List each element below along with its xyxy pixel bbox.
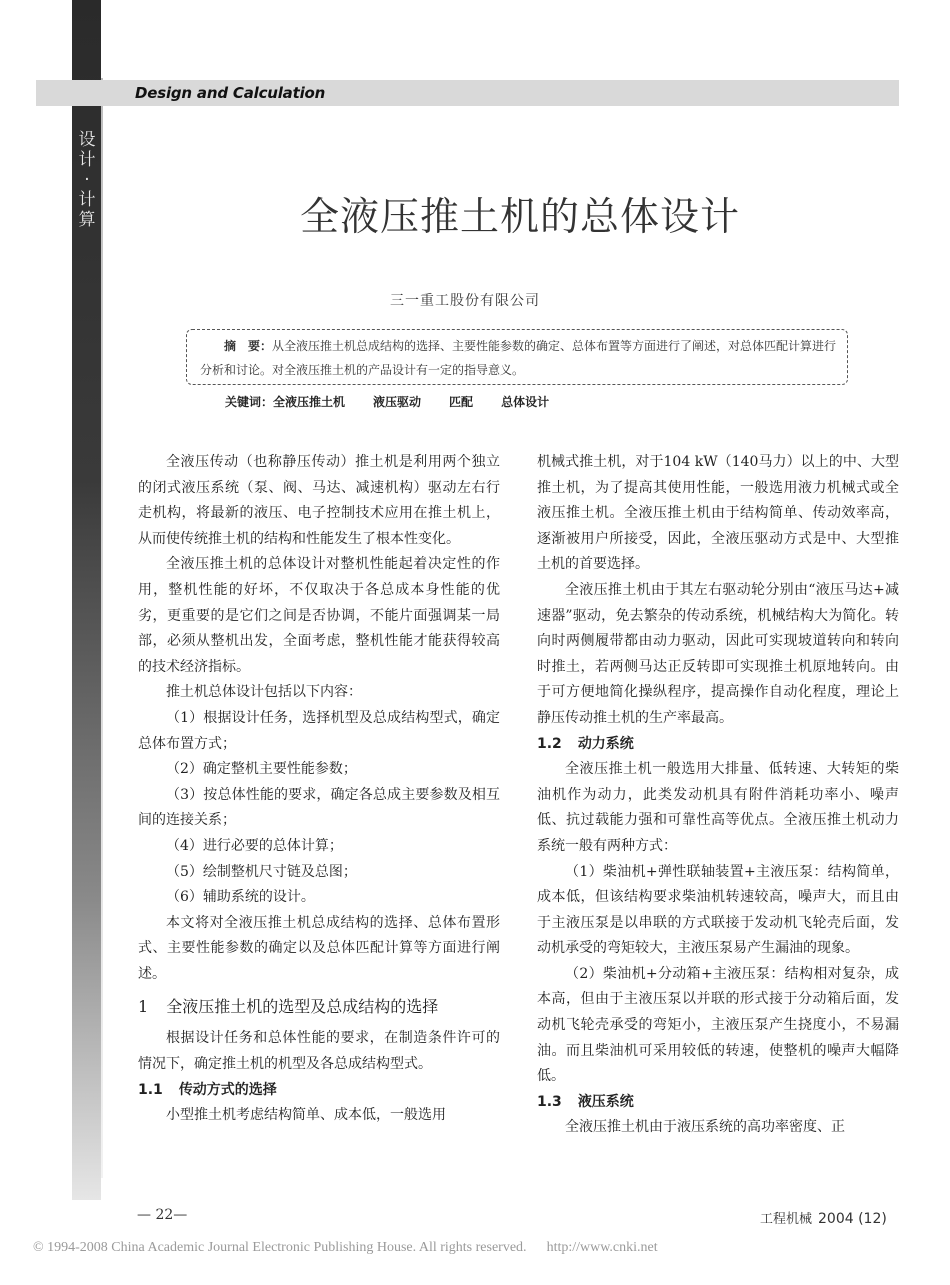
- right-column: [537, 450, 899, 1141]
- subsection-title: 传动方式的选择: [178, 1081, 277, 1098]
- paragraph: 全液压推土机的总体设计对整机性能起着决定性的作用，整机性能的好坏，不仅取决于各总成本身性能的优劣，更重要的是它们之间是否协调，不能片面强调某一局部，必须从整机出发，全面考虑，整机性能才能获得较高的技术经济指标。: [138, 556, 500, 675]
- abstract-label: 摘 要：: [224, 339, 273, 353]
- side-decoration-shade: [101, 78, 103, 1178]
- subsection-heading: [138, 1078, 500, 1104]
- subsection-number: 1.2: [537, 735, 562, 752]
- paragraph: 小型推土机考虑结构简单、成本低，一般选用: [166, 1107, 446, 1124]
- list-item: （2）确定整机主要性能参数；: [166, 761, 357, 778]
- paragraph: 机械式推土机，对于104 kW（140马力）以上的中、大型推土机，为了提高其使用性能，一般选用液力机械式或全液压推土机。全液压推土机由于结构简单、传动效率高，逐渐被用户所接受，因此，全液压驱动方式是中、大型推土机的首要选择。: [537, 454, 899, 573]
- section-title: 全液压推土机的选型及总成结构的选择: [166, 997, 439, 1017]
- keywords: [225, 393, 577, 410]
- keyword: 全液压推土机: [273, 395, 346, 409]
- subsection-title: 动力系统: [577, 735, 634, 752]
- article-title: 全液压推土机的总体设计: [299, 195, 740, 240]
- left-column: [138, 450, 500, 1129]
- list-item: （1）根据设计任务，选择机型及总成结构型式，确定总体布置方式；: [138, 709, 500, 752]
- journal-info: [760, 1208, 887, 1227]
- keyword: 总体设计: [501, 395, 550, 409]
- keyword: 液压驱动: [373, 395, 422, 409]
- list-item: （5）绘制整机尺寸链及总图；: [166, 863, 357, 880]
- journal-name: 工程机械: [760, 1212, 813, 1227]
- keywords-label: 关键词：: [225, 395, 274, 409]
- journal-issue: 2004 (12): [818, 1211, 887, 1227]
- abstract-text: 从全液压推土机总成结构的选择、主要性能参数的确定、总体布置等方面进行了阐述，对总体匹配计算进行分析和讨论。对全液压推土机的产品设计有一定的指导意义。: [200, 339, 837, 377]
- vertical-section-label: 设计·计算: [78, 130, 96, 230]
- paragraph: 根据设计任务和总体性能的要求，在制造条件许可的情况下，确定推土机的机型及各总成结构型式。: [138, 1030, 500, 1073]
- subsection-number: 1.1: [138, 1081, 163, 1098]
- article-author: 三一重工股份有限公司: [390, 293, 540, 309]
- subsection-title: 液压系统: [577, 1093, 634, 1110]
- paragraph: 本文将对全液压推土机总成结构的选择、总体布置形式、主要性能参数的确定以及总体匹配计算等方面进行阐述。: [138, 914, 500, 982]
- subsection-heading: [537, 732, 899, 758]
- page-number: — 22—: [137, 1207, 188, 1223]
- copyright-text: © 1994-2008 China Academic Journal Electronic Publishing House. All rights reserved.: [33, 1240, 527, 1255]
- paragraph: （2）柴油机+分动箱+主液压泵：结构相对复杂，成本高，但由于主液压泵以并联的形式接于分动箱后面，发动机飞轮壳承受的弯矩小，主液压泵产生挠度小，不易漏油。而且柴油机可采用较低的转速，使整机的噪声大幅降低。: [537, 965, 899, 1085]
- paragraph: 全液压传动（也称静压传动）推土机是利用两个独立的闭式液压系统（泵、阀、马达、减速机构）驱动左右行走机构，将最新的液压、电子控制技术应用在推土机上，从而使传统推土机的结构和性能发生了根本性变化。: [138, 454, 500, 547]
- paragraph: 全液压推土机由于其左右驱动轮分别由“液压马达+减速器”驱动，免去繁杂的传动系统，机械结构大为简化。转向时两侧履带都由动力驱动，因此可实现坡道转向和转向时推土，若两侧马达正反转即可实现推土机原地转向。由于可方便地简化操纵程序，提高操作自动化程度，理论上静压传动推土机的生产率最高。: [537, 581, 899, 726]
- list-item: （6）辅助系统的设计。: [166, 889, 315, 906]
- subsection-heading: [537, 1090, 899, 1116]
- section-label: Design and Calculation: [135, 84, 326, 102]
- paragraph: （1）柴油机+弹性联轴装置+主液压泵：结构简单，成本低，但该结构要求柴油机转速较高，噪声大，而且由于主液压泵是以串联的方式联接于发动机飞轮壳后面，发动机承受的弯矩较大，主液压泵易产生漏油的现象。: [537, 863, 899, 957]
- keyword: 匹配: [449, 395, 474, 409]
- subsection-number: 1.3: [537, 1093, 562, 1110]
- list-item: （3）按总体性能的要求，确定各总成主要参数及相互间的连接关系；: [138, 786, 500, 829]
- cnki-link[interactable]: http://www.cnki.net: [546, 1240, 658, 1255]
- copyright-line: [33, 1240, 658, 1256]
- section-number: 1: [138, 997, 149, 1017]
- paragraph: 全液压推土机一般选用大排量、低转速、大转矩的柴油机作为动力，此类发动机具有附件消耗功率小、噪声低、抗过载能力强和可靠性高等优点。全液压推土机动力系统一般有两种方式：: [537, 761, 899, 854]
- abstract: [200, 334, 840, 382]
- list-item: （4）进行必要的总体计算；: [166, 837, 343, 854]
- paragraph: 全液压推土机由于液压系统的高功率密度、正: [565, 1119, 845, 1136]
- section-heading: [138, 993, 500, 1021]
- paragraph: 推土机总体设计包括以下内容：: [166, 684, 362, 701]
